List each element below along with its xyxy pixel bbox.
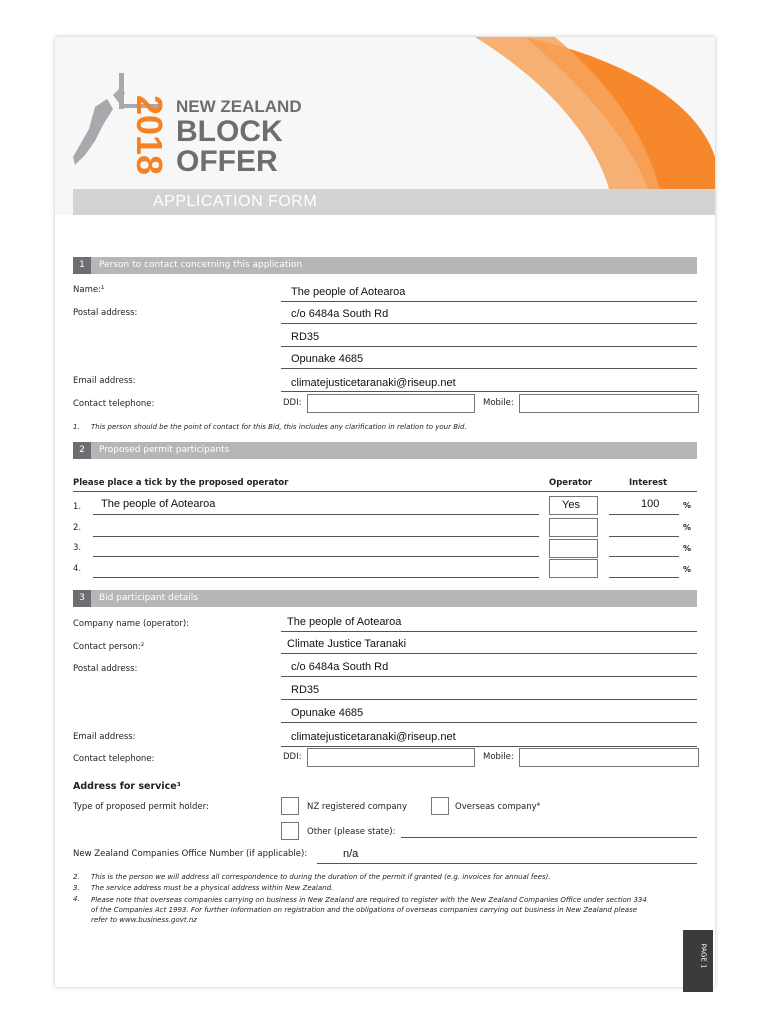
mobile-label: Mobile: [483,398,514,408]
ddi-field[interactable] [307,394,475,413]
section-3-header [73,590,697,607]
footnote-3: The service address must be a physical address within New Zealand. [91,884,334,892]
ddi-label: DDI: [283,398,302,408]
percent-sign: % [683,523,692,532]
nz-company-checkbox[interactable] [281,797,299,815]
row-number: 4. [73,564,82,574]
header-banner [55,37,715,215]
participant-name-field [93,556,539,557]
new-zealand-map-icon [73,99,113,165]
other-field [401,837,697,838]
field-underline [281,346,697,347]
field-underline [317,863,697,864]
section-2-header [73,442,697,459]
email-label: Email address: [73,732,136,742]
section-title: Person to contact concerning this application [99,260,303,270]
form-page [55,37,715,987]
name-label: Name:¹ [73,285,105,295]
field-underline [281,653,697,654]
company-name-label: Company name (operator): [73,619,189,629]
other-option-label: Other (please state): [307,827,396,837]
operator-column-header: Operator [549,478,593,488]
field-underline [281,368,697,369]
percent-sign: % [683,501,692,510]
percent-sign: % [683,544,692,553]
mobile-field[interactable] [519,394,699,413]
overseas-company-checkbox[interactable] [431,797,449,815]
page-number-label: PAGE 1 [699,943,708,969]
field-underline [281,722,697,723]
row-number: 2. [73,523,82,533]
field-underline [281,699,697,700]
field-underline [281,323,697,324]
nz-company-option: NZ registered company [307,802,407,812]
page-number-tab [683,930,713,992]
operator-value: Yes [562,499,580,511]
header-underline [73,491,697,492]
contact-telephone-label: Contact telephone: [73,399,155,409]
year-label-vertical: 2018 [129,94,170,176]
field-underline [281,746,697,747]
interest-field[interactable]: 100 [641,498,660,510]
section-number: 2 [73,442,91,459]
row-number: 3. [73,543,82,553]
operator-checkbox[interactable] [549,559,598,578]
company-name-field[interactable]: The people of Aotearoa [287,616,402,628]
section-1-header [73,257,697,274]
interest-column-header: Interest [629,478,668,488]
application-form-bar [73,189,715,215]
address-for-service-heading: Address for service³ [73,781,181,792]
percent-sign: % [683,565,692,574]
footnote-1: This person should be the point of contact for this Bid, this includes any clarification in relation to your Bid. [91,423,467,431]
postal-address-line-3[interactable]: Opunake 4685 [291,353,364,365]
companies-office-number-label: New Zealand Companies Office Number (if applicable): [73,849,308,859]
section-number: 3 [73,590,91,607]
ddi-label: DDI: [283,752,302,762]
contact-person-label: Contact person:² [73,642,145,652]
interest-field [609,556,679,557]
footnote-number: 2. [73,873,80,881]
email-label: Email address: [73,376,136,386]
form-title: APPLICATION FORM [153,193,318,210]
contact-person-field[interactable]: Climate Justice Taranaki [287,638,407,650]
overseas-company-option: Overseas company⁴ [455,802,541,812]
companies-office-number-field[interactable]: n/a [343,848,359,860]
field-underline [281,391,697,392]
operator-checkbox[interactable] [549,518,598,537]
field-underline [93,514,539,515]
field-underline [609,514,679,515]
footnote-number: 3. [73,884,80,892]
postal-address-label: Postal address: [73,664,138,674]
field-underline [281,301,697,302]
brand-line-1: NEW ZEALAND [176,97,302,116]
participant-name-field [93,536,539,537]
participant-name-field [93,577,539,578]
operator-instruction: Please place a tick by the proposed operator [73,478,289,488]
brand-line-2: BLOCK [176,115,283,148]
postal-address-line-3[interactable]: Opunake 4685 [291,707,364,719]
interest-field [609,536,679,537]
interest-field [609,577,679,578]
brand-line-3: OFFER [176,145,278,178]
footnote-2: This is the person we will address all correspondence to during the duration of the permit if granted (e.g. invoices for annual fees). [91,873,551,881]
participant-name-field[interactable]: The people of Aotearoa [101,498,216,510]
email-field[interactable]: climatejusticetaranaki@riseup.net [291,377,456,389]
postal-address-label: Postal address: [73,308,138,318]
mobile-label: Mobile: [483,752,514,762]
section-number: 1 [73,257,91,274]
footnote-number: 4. [73,895,80,903]
footnote-number: 1. [73,423,80,431]
operator-checkbox[interactable] [549,539,598,558]
row-number: 1. [73,502,82,512]
postal-address-line-2[interactable]: RD35 [291,684,320,696]
footnote-4: Please note that overseas companies carrying on business in New Zealand are required to register with the New Zealand Companies Office under section 334 of the Companies Act 1993. For further information on registration and the obligations of overseas companies carrying out business in New Zealand please refer to www.business.govt.nz [91,896,647,924]
section-title: Proposed permit participants [99,445,230,455]
ddi-field[interactable] [307,748,475,767]
section-title: Bid participant details [99,593,198,603]
other-checkbox[interactable] [281,822,299,840]
contact-telephone-label: Contact telephone: [73,754,155,764]
field-underline [281,676,697,677]
name-field[interactable]: The people of Aotearoa [291,286,406,298]
postal-address-line-1[interactable]: c/o 6484a South Rd [291,308,389,320]
field-underline [281,631,697,632]
postal-address-line-1[interactable]: c/o 6484a South Rd [291,661,389,673]
permit-holder-type-label: Type of proposed permit holder: [73,802,209,812]
postal-address-line-2[interactable]: RD35 [291,331,320,343]
mobile-field[interactable] [519,748,699,767]
email-field[interactable]: climatejusticetaranaki@riseup.net [291,731,456,743]
